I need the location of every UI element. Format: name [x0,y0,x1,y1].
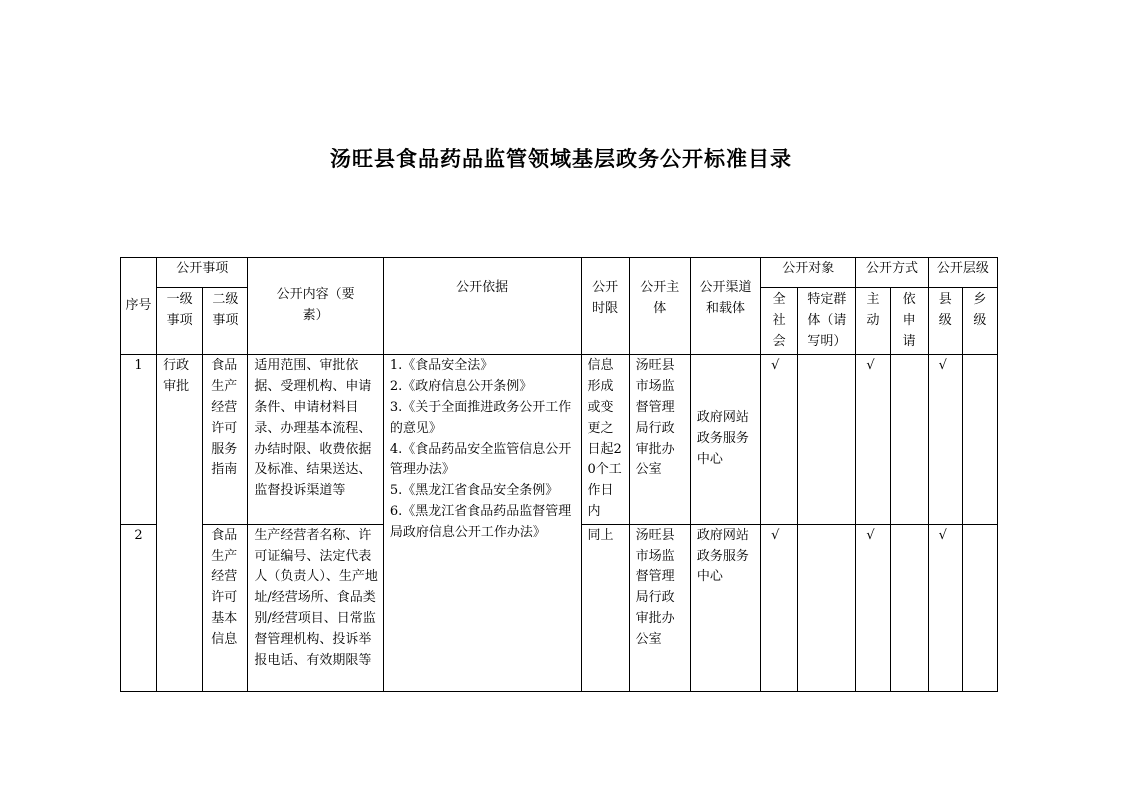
row-level-town [962,355,997,524]
row-level2: 食品生产经营许可服务指南 [203,355,248,524]
header-target-all: 全社会 [761,288,798,355]
header-item: 公开事项 [157,258,248,288]
header-content: 公开内容（要素） [248,258,383,355]
row-method-request [890,524,928,691]
row-subject: 汤旺县市场监督管理局行政审批办公室 [629,355,690,524]
row-content: 生产经营者名称、许可证编号、法定代表人（负责人）、生产地址/经营场所、食品类别/经营项目、日常监督管理机构、投诉举报电话、有效期限等 [248,524,383,691]
header-target-specific: 特定群体（请写明） [798,288,856,355]
row-level2: 食品生产经营许可基本信息 [203,524,248,691]
catalog-table [120,257,998,692]
table-row [121,355,998,524]
row-subject: 汤旺县市场监督管理局行政审批办公室 [629,524,690,691]
row-level-county: √ [928,524,962,691]
header-level2: 二级事项 [203,288,248,355]
row-time: 同上 [581,524,629,691]
row-channel: 政府网站政务服务中心 [690,355,760,524]
header-method: 公开方式 [856,258,928,288]
header-level1: 一级事项 [157,288,203,355]
header-row-1 [121,258,998,288]
header-method-active: 主动 [856,288,890,355]
row-content: 适用范围、审批依据、受理机构、申请条件、申请材料目录、办理基本流程、办结时限、收费依据及标准、结果送达、监督投诉渠道等 [248,355,383,524]
row-level1: 行政审批 [157,355,203,691]
row-target-all: √ [761,355,798,524]
row-target-specific [798,524,856,691]
header-level-county: 县级 [928,288,962,355]
header-channel: 公开渠道和载体 [690,258,760,355]
row-method-active: √ [856,524,890,691]
row-seq: 2 [121,524,157,691]
row-method-active: √ [856,355,890,524]
header-level-town: 乡级 [962,288,997,355]
header-subject: 公开主体 [629,258,690,355]
row-level-county: √ [928,355,962,524]
row-seq: 1 [121,355,157,524]
row-target-specific [798,355,856,524]
row-time: 信息形成或变更之日起20个工作日内 [581,355,629,524]
row-target-all: √ [761,524,798,691]
row-method-request [890,355,928,524]
header-basis: 公开依据 [383,258,581,355]
document-title: 汤旺县食品药品监管领域基层政务公开标准目录 [330,147,792,171]
row-basis: 1.《食品安全法》 2.《政府信息公开条例》 3.《关于全面推进政务公开工作的意见》 4.《食品药品安全监管信息公开管理办法》 5.《黑龙江省食品安全条例》 6.《黑龙江省食品药品监督管理局政府信息公开工作办法》 [383,355,581,691]
header-time: 公开时限 [581,258,629,355]
row-level-town [962,524,997,691]
header-seq: 序号 [121,258,157,355]
header-method-request: 依申请 [890,288,928,355]
header-target: 公开对象 [761,258,856,288]
header-level: 公开层级 [928,258,997,288]
row-channel: 政府网站政务服务中心 [690,524,760,691]
